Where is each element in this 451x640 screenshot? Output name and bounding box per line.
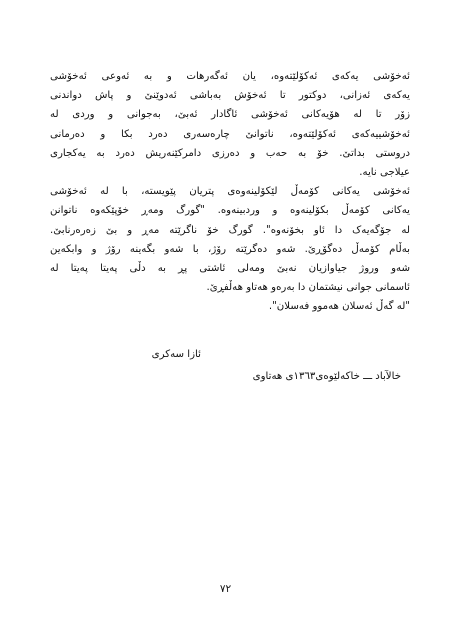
text-line: دروستی بداتێ. خۆ بە حەب و دەرزی دامرکێنەریش دەرد بە یەکجاری (50, 147, 410, 159)
place-date-line: خالآباد ـــ خاکەلێوەی١٣٦٣ی هەتاوی (252, 371, 401, 382)
text-line: یەکانی کۆمەڵ بکۆلینەوە و وردبینەوە. "گورگ ومەڕ خۆپێکەوە ناتوانن (50, 205, 410, 217)
text-line: شەو وروژ جیاوازیان نەبێ ومەلی ئاشتی پڕ بە دڵی پەیتا پەیتا لە (50, 263, 410, 275)
text-line: ئەخۆشی یەکانی کۆمەڵ لێکۆلینەوەی پتریان پێویستە، با لە ئەخۆشی (50, 186, 410, 198)
paragraph-1 (50, 67, 410, 182)
text-line: ئەخۆشییەکەی ئەکۆلێتەوە، ناتوانێ چارەسەری دەرد بکا و دەرمانی (50, 128, 410, 140)
text-line: لە جۆگەیەک دا ئاو بخۆنەوە". گورگ خۆ ناگرێتە مەڕ و بێ زەرەرنابێ. (50, 224, 410, 236)
text-line: یەکەی ئەزانی، دوکتور تا ئەخۆش بەباشی ئەدوێنێ و پاش دواندنی (50, 90, 410, 102)
text-line: عیلاجی نایە. (359, 167, 410, 179)
text-line: بەڵام کۆمەڵ دەگۆڕێ. شەو دەگرێتە رۆژ، با شەو بگەینە رۆژ و وابکەین (50, 243, 410, 255)
body-text (50, 67, 410, 317)
text-line: ئاسمانی جوانی نیشتمان دا بەرەو هەتاو هەڵفڕێ. (206, 282, 410, 294)
text-line: ئەخۆشی یەکەی ئەکۆلێتەوە، یان ئەگەرهات و بە ئەوعی ئەخۆشی (50, 71, 410, 82)
quote-line: "لە گەڵ ئەسلان هەموو فەسلان". (268, 301, 410, 313)
author-name: ئازا سەکری (151, 349, 201, 360)
text-line: زۆر تا لە هۆیەکانی ئەخۆشی ئاگادار ئەبێ، بەجوانی و وردی لە (50, 109, 410, 121)
page-number: ٧٢ (219, 583, 232, 595)
paragraph-2 (50, 182, 410, 316)
